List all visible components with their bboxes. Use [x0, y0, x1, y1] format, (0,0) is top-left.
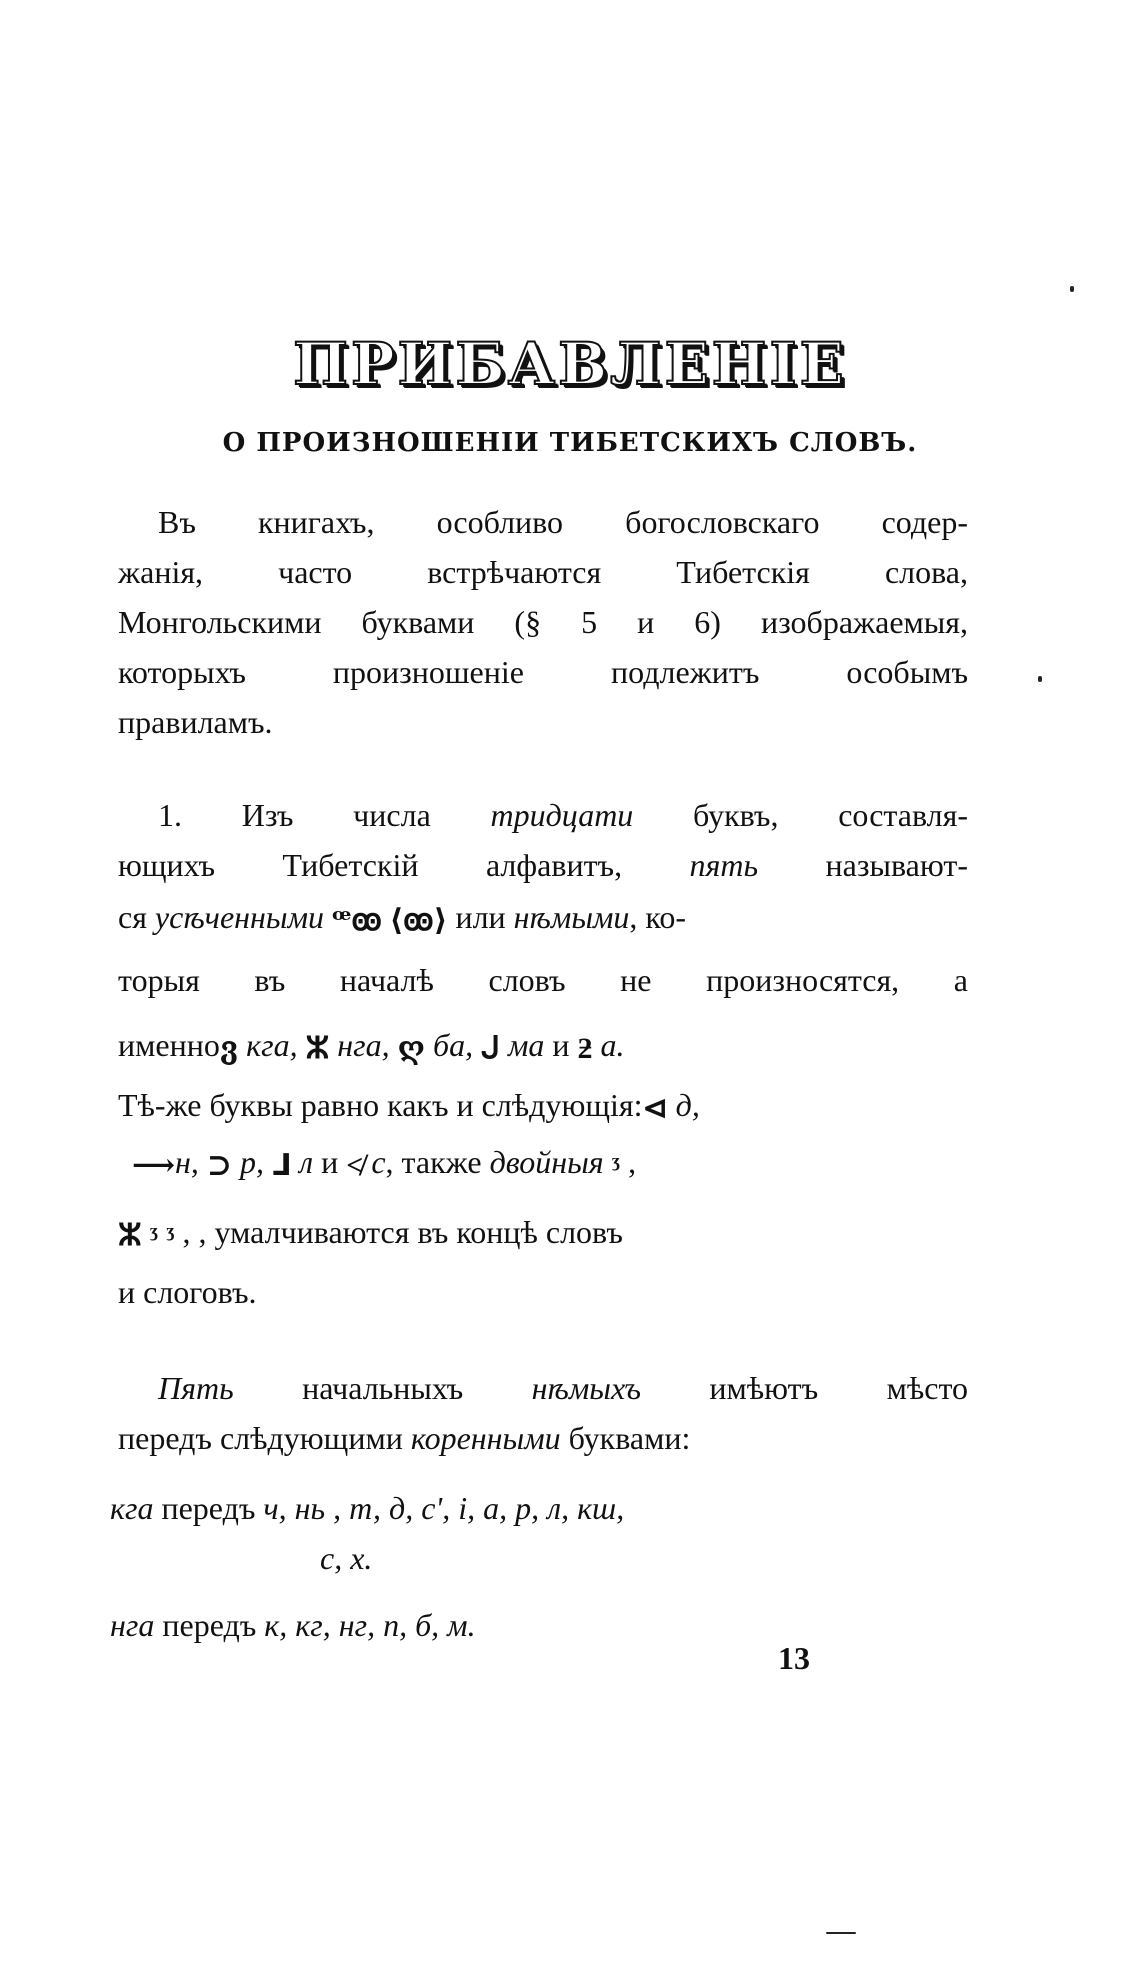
section1-line-8	[118, 1212, 968, 1256]
tibetan-letter-glyph: ⊃	[206, 1148, 233, 1182]
section1-line-1	[158, 795, 968, 835]
text-run: передъ	[153, 1490, 264, 1526]
italic-run: нга	[110, 1607, 155, 1643]
intro-line-4: которыхъ произношеніе подлежитъ особымъ	[118, 654, 968, 690]
section1-line-4: торыя въ началѣ словъ не произносятся, а	[118, 962, 968, 998]
intro-line-1: Въ книгахъ, особливо богословскаго содер-	[158, 504, 968, 540]
text-run: , также	[385, 1144, 490, 1180]
mongolian-script-word-1: ꟹꙭ ⟨ꙭ⟩	[331, 903, 448, 937]
text-run: и	[313, 1144, 347, 1180]
tibetan-letter-glyph: ⵣ	[305, 1031, 330, 1065]
italic-run: Пять	[158, 1370, 234, 1406]
text-run: и	[544, 1027, 578, 1063]
text-run: Тѣ-же буквы равно какъ и слѣдующія:	[118, 1087, 643, 1123]
italic-run: нѣмыхъ	[531, 1370, 641, 1406]
section1-line-6	[118, 1085, 968, 1129]
section2-line-4: с, х.	[320, 1540, 373, 1576]
section1-line-3	[118, 897, 968, 941]
italic-run: нга,	[329, 1027, 398, 1063]
intro-line-2: жанія, часто встрѣчаются Тибетскія слова,	[118, 554, 968, 590]
section2-line-5	[110, 1605, 960, 1645]
italic-run: л	[291, 1144, 314, 1180]
italic-run: р,	[232, 1144, 265, 1180]
italic-run: д,	[667, 1087, 700, 1123]
page-subheading: О ПРОИЗНОШЕНІИ ТИБЕТСКИХЪ СЛОВЪ.	[222, 428, 918, 458]
text-run: буквами:	[560, 1420, 691, 1456]
italic-run: ба,	[424, 1027, 482, 1063]
text-run: 1. Изъ числа	[158, 797, 491, 833]
text-run: именно	[118, 1027, 220, 1063]
section1-line-5	[118, 1025, 968, 1069]
intro-line-3: Монгольскими буквами (§ 5 и 6) изображаемыя,	[118, 604, 968, 640]
page-heading: ПРИБАВЛЕНІЕ	[293, 330, 847, 398]
italic-run: а.	[592, 1027, 625, 1063]
text-run: ющихъ Тибетскій алфавитъ,	[118, 847, 690, 883]
italic-run: нѣмыми	[513, 899, 630, 935]
text-run: называют-	[758, 847, 969, 883]
italic-run: ч, нь , т, д, с', і, а, р, л, кш,	[263, 1490, 625, 1526]
intro-line-5: правиламъ.	[118, 704, 273, 740]
tibetan-letter-glyph: ƻ	[577, 1031, 593, 1065]
tibetan-letter-glyph: ᶾ	[166, 1218, 175, 1252]
section2-line-2	[118, 1418, 968, 1458]
text-run: имѣютъ мѣсто	[640, 1370, 968, 1406]
italic-run: тридцати	[490, 797, 634, 833]
text-run: или	[447, 899, 514, 935]
text-run: , ко-	[629, 899, 686, 935]
text-run: буквъ, составля-	[633, 797, 969, 833]
section2-line-3	[110, 1488, 960, 1528]
text-run: передъ	[154, 1607, 265, 1643]
italic-run: ма	[499, 1027, 545, 1063]
italic-run: к, кг, нг, п, б, м.	[264, 1607, 476, 1643]
italic-run: кга	[110, 1490, 154, 1526]
italic-run: пять	[689, 847, 759, 883]
tibetan-letter-glyph: ღ	[397, 1031, 425, 1065]
tibetan-letter-glyph: ⵣ	[118, 1218, 142, 1252]
page-number: 13	[778, 1640, 810, 1676]
text-run: передъ слѣдующими	[118, 1420, 411, 1456]
text-run: начальныхъ	[233, 1370, 532, 1406]
italic-run: двойныя	[489, 1144, 604, 1180]
tibetan-letter-glyph: ვ	[219, 1031, 239, 1065]
section1-line-2	[118, 845, 968, 885]
scan-speck	[1038, 676, 1042, 682]
italic-run: коренными	[410, 1420, 561, 1456]
tibetan-letter-glyph: ⟶	[132, 1148, 176, 1182]
scan-speck	[826, 1932, 856, 1934]
section2-line-1	[158, 1368, 968, 1408]
section1-line-9: и слоговъ.	[118, 1274, 257, 1310]
section1-line-7	[132, 1142, 982, 1186]
tibetan-letter-glyph: ⅃	[272, 1148, 292, 1182]
italic-run: с	[363, 1144, 386, 1180]
tibetan-letter-glyph: ᶾ	[611, 1148, 621, 1182]
text-run: ся	[118, 899, 155, 935]
tibetan-letter-glyph: ⊲	[642, 1091, 668, 1125]
tibetan-letter-glyph: ᒍ	[481, 1031, 500, 1065]
italic-run: н,	[175, 1144, 199, 1180]
text-run: , , умалчиваются въ концѣ словъ	[182, 1214, 623, 1250]
tibetan-letter-glyph: ≮	[346, 1148, 364, 1182]
scan-speck	[1070, 286, 1074, 292]
text-run: ,	[620, 1144, 637, 1180]
tibetan-letter-glyph: ᶾ	[149, 1218, 159, 1252]
italic-run: усѣченными	[154, 899, 324, 935]
italic-run: кга,	[238, 1027, 306, 1063]
